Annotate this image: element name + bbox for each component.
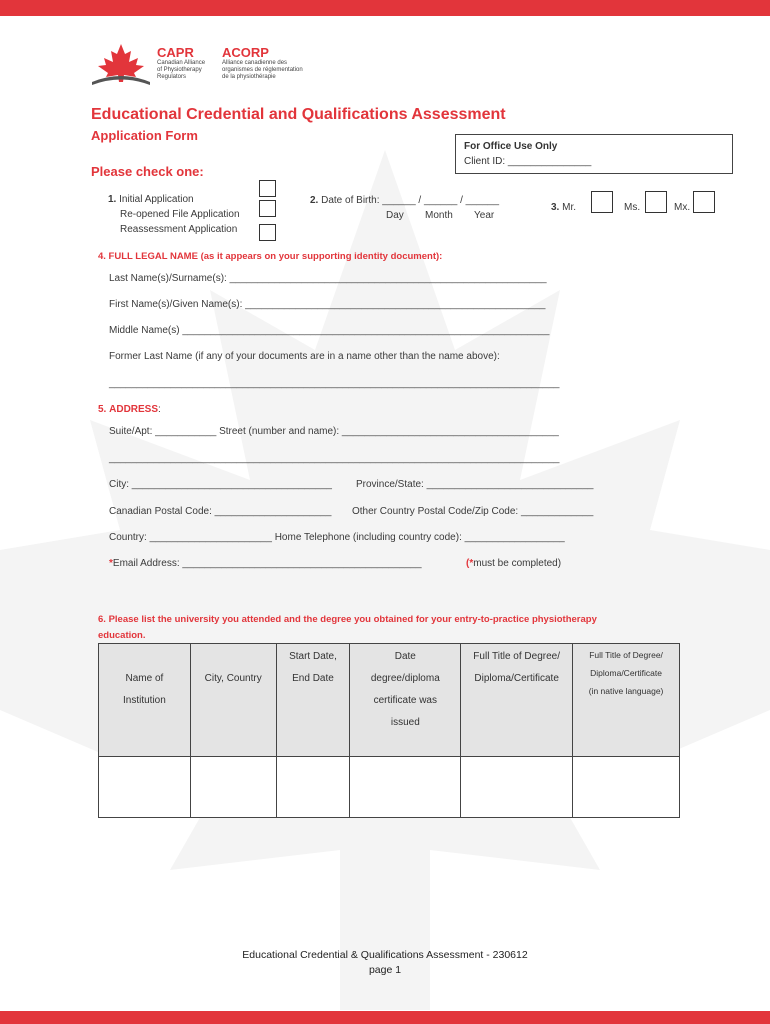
table-row: [99, 757, 680, 818]
org-fr-line: Alliance canadienne des: [222, 60, 288, 66]
section-number: 6.: [98, 614, 106, 625]
dates-cell[interactable]: [276, 757, 350, 818]
mr-checkbox[interactable]: [591, 191, 613, 213]
org-en-line: of Physiotherapy: [157, 67, 202, 73]
option-reopened-application: Re-opened File Application: [120, 209, 240, 220]
city-field[interactable]: City: ____________________________________: [109, 479, 332, 490]
org-en-line: Canadian Alliance: [157, 60, 206, 66]
section-number: 2.: [310, 195, 319, 206]
other-postal-code-field[interactable]: Other Country Postal Code/Zip Code: _____________: [352, 506, 594, 517]
dob-year-label: Year: [474, 210, 495, 221]
former-last-name-label: Former Last Name (if any of your documents are in a name other than the name above):: [109, 351, 500, 362]
education-table: [98, 643, 680, 818]
page-title: Educational Credential and Qualifications Assessment: [91, 106, 506, 123]
col-degree-native-header: [573, 644, 680, 757]
header-text: Date: [394, 651, 416, 662]
country-telephone-field[interactable]: Country: ______________________ Home Telephone (including country code): __________________: [109, 532, 565, 543]
org-fr-abbr: ACORP: [222, 45, 269, 60]
address-line-2-field[interactable]: _________________________________________________________________________________: [109, 453, 560, 464]
org-en: [157, 46, 205, 81]
col-dates-header: [276, 644, 350, 757]
required-note: [466, 557, 561, 570]
header-text: Institution: [122, 695, 166, 706]
ms-checkbox[interactable]: [645, 191, 667, 213]
address-heading: [98, 403, 161, 416]
dob-day-label: Day: [386, 210, 404, 221]
education-heading: [98, 613, 597, 626]
first-name-field[interactable]: First Name(s)/Given Name(s): ______________________________________________________: [109, 299, 546, 310]
header-text: Full Title of Degree/: [589, 650, 663, 660]
middle-name-field[interactable]: Middle Name(s) __________________________________________________________________: [109, 325, 550, 336]
footer-title: Educational Credential & Qualifications Assessment - 230612: [242, 949, 528, 961]
header-text: certificate was: [373, 695, 437, 706]
header-text: End Date: [292, 673, 334, 684]
top-red-bar: [0, 0, 770, 16]
header-text: degree/diploma: [370, 673, 440, 684]
maple-leaf-logo-icon: [88, 42, 154, 88]
bottom-red-bar: [0, 1011, 770, 1024]
table-header-row: [99, 644, 680, 757]
mx-checkbox[interactable]: [693, 191, 715, 213]
header-text: (in native language): [588, 686, 664, 696]
required-star: *: [109, 558, 113, 569]
client-id-field[interactable]: Client ID: _______________: [464, 156, 592, 167]
institution-cell[interactable]: [99, 757, 191, 818]
address-heading-text: ADDRESS: [109, 404, 159, 415]
office-use-box: [455, 134, 733, 174]
mx-label: Mx.: [674, 202, 691, 213]
header-text: Name of: [125, 673, 164, 684]
reopened-application-checkbox[interactable]: [259, 200, 276, 217]
former-last-name-field[interactable]: _________________________________________________________________________________: [109, 378, 560, 389]
header-text: Start Date,: [289, 651, 337, 662]
full-legal-name-heading: 4. FULL LEGAL NAME (as it appears on your supporting identity document):: [98, 251, 443, 262]
application-type-label: [108, 193, 194, 206]
col-institution-header: [99, 644, 191, 757]
org-fr-line: organismes de réglementation: [222, 67, 303, 73]
suite-street-field[interactable]: Suite/Apt: ___________ Street (number and name): _______________________________________: [109, 426, 559, 437]
reassessment-application-checkbox[interactable]: [259, 224, 276, 241]
header-text: issued: [390, 717, 420, 728]
email-label: Email Address: ___________________________________________: [112, 558, 422, 569]
ms-label: Ms.: [624, 202, 641, 213]
education-heading-line2: education.: [98, 630, 146, 641]
degree-native-cell[interactable]: [573, 757, 680, 818]
education-heading-text: Please list the university you attended and the degree you obtained for your entry-to-practice physiotherapy: [108, 614, 597, 625]
email-field[interactable]: [109, 557, 422, 570]
header-text: Full Title of Degree/: [473, 651, 561, 662]
org-fr: [222, 46, 303, 81]
please-check-heading: Please check one:: [91, 164, 204, 179]
org-fr-line: de la physiothérapie: [222, 74, 276, 80]
date-of-birth-label: Date of Birth: ______ / ______ / ______: [321, 195, 500, 206]
required-note-text: must be completed): [473, 558, 562, 569]
col-degree-title-header: [461, 644, 573, 757]
title-choice-label: [551, 201, 576, 214]
header-text: City, Country: [204, 673, 262, 684]
option-reassessment-application: Reassessment Application: [120, 224, 238, 235]
last-name-field[interactable]: Last Name(s)/Surname(s): _________________________________________________________: [109, 273, 547, 284]
section-number: 1.: [108, 194, 117, 205]
date-issued-cell[interactable]: [350, 757, 461, 818]
page-number: page 1: [368, 964, 402, 976]
header-text: Diploma/Certificate: [590, 668, 662, 678]
org-en-line: Regulators: [157, 74, 187, 80]
initial-application-checkbox[interactable]: [259, 180, 276, 197]
option-initial-application: Initial Application: [119, 194, 194, 205]
date-of-birth-field[interactable]: [310, 194, 499, 207]
city-country-cell[interactable]: [190, 757, 276, 818]
canadian-postal-code-field[interactable]: Canadian Postal Code: _____________________: [109, 506, 332, 517]
dob-month-label: Month: [425, 210, 453, 221]
col-city-country-header: [190, 644, 276, 757]
page-footer: [0, 948, 770, 978]
office-use-heading: For Office Use Only: [464, 141, 558, 152]
org-en-abbr: CAPR: [157, 45, 194, 60]
degree-title-cell[interactable]: [461, 757, 573, 818]
section-number: 5.: [98, 404, 107, 415]
province-field[interactable]: Province/State: ______________________________: [356, 479, 594, 490]
section-number: 3.: [551, 202, 560, 213]
page-subtitle: Application Form: [91, 128, 198, 143]
mr-label: Mr.: [562, 202, 577, 213]
col-date-issued-header: [350, 644, 461, 757]
header-text: Diploma/Certificate: [474, 673, 559, 684]
address-colon: :: [158, 404, 161, 415]
required-star: (*: [466, 558, 474, 569]
